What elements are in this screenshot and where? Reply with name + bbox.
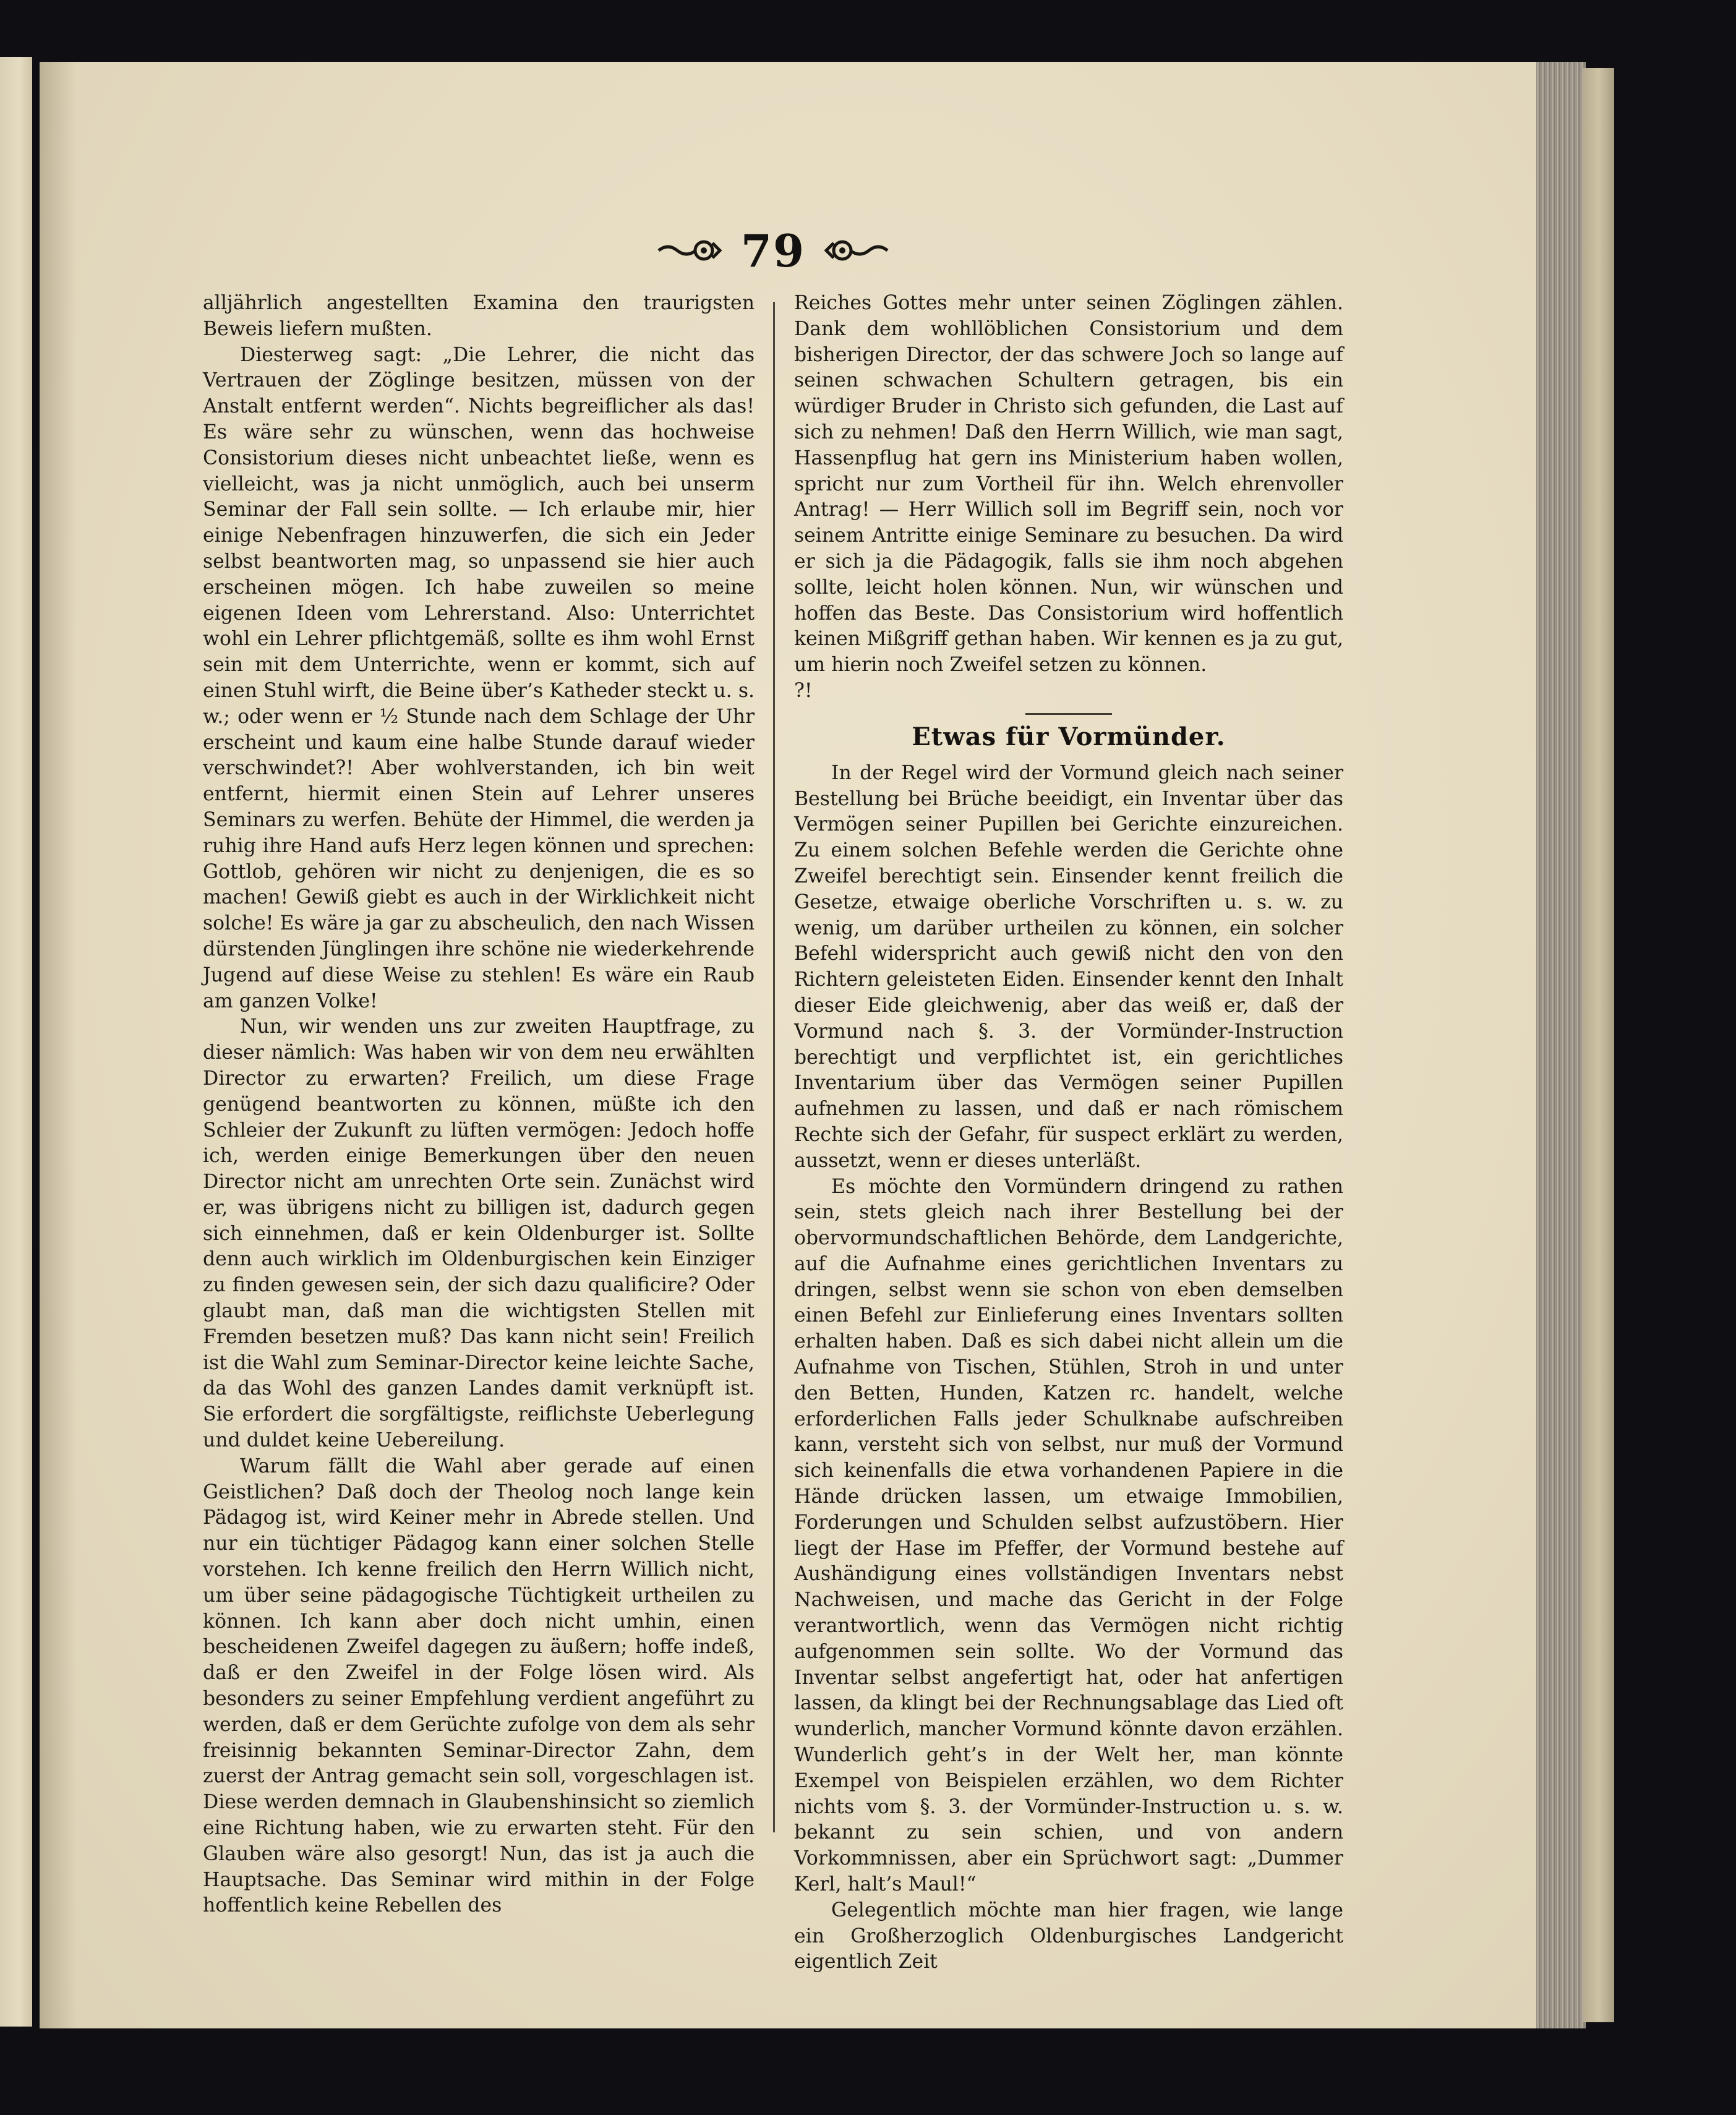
paragraph: Diesterweg sagt: „Die Lehrer, die nicht das Vertrauen der Zöglinge besitzen, müssen von der Anstalt entfernt werden“. Nichts begreiflicher als das! Es wäre sehr zu wünschen, wenn das hochweise Consistorium dieses nicht unbeachtet ließe, wenn es vielleicht, was ja nicht unmöglich, auch bei unserm Seminar der Fall sein sollte. — Ich erlaube mir, hier einige Nebenfragen hinzuwerfen, die sich ein Jeder selbst beantworten mag, so unpassend sie hier auch erscheinen mögen. Ich habe zuweilen so meine eigenen Ideen vom Lehrerstand. Also: Unterrichtet wohl ein Lehrer pflichtgemäß, sollte es ihm wohl Ernst sein mit dem Unterrichte, wenn er kommt, sich auf einen Stuhl wirft, die Beine über’s Katheder steckt u. s. w.; oder wenn er ½ Stunde nach dem Schlage der Uhr erscheint und kaum eine halbe Stunde darauf wieder verschwindet?! Aber wohlverstanden, ich bin weit entfernt, hiermit einen Stein auf Lehrer unseres Seminars zu werfen. Behüte der Himmel, die werden ja ruhig ihre Hand aufs Herz legen können und sprechen: Gottlob, gehören wir nicht zu denjenigen, die es so machen! Gewiß giebt es auch in der Wirklichkeit nicht solche! Es wäre ja gar zu abscheulich, den nach Wissen dürstenden Jünglingen ihre schöne nie wiederkehrende Jugend auf diese Weise zu stehlen! Es wäre ein Raub am ganzen Volke!	[203, 343, 755, 1012]
paragraph: Gelegentlich möchte man hier fragen, wie lange ein Großherzoglich Oldenburgisches Landgericht eigentlich Zeit	[794, 1899, 1343, 1973]
paragraph: alljährlich angestellten Examina den traurigsten Beweis liefern mußten.	[203, 292, 755, 340]
article-title: Etwas für Vormünder.	[912, 722, 1226, 751]
right-column	[794, 291, 1343, 1975]
paragraph: Nun, wir wenden uns zur zweiten Hauptfrage, zu dieser nämlich: Was haben wir von dem neu erwählten Director zu erwarten? Freilich, um diese Frage genügend beantworten zu können, müßte ich den Schleier der Zukunft zu lüften vermögen: Jedoch hoffe ich, werden einige Bemerkungen über den neuen Director nicht am unrechten Orte sein. Zunächst wird er, was übrigens nicht zu billigen ist, dadurch gegen sich einnehmen, daß er kein Oldenburger ist. Sollte denn auch wirklich im Oldenburgischen kein Einziger zu finden gewesen sein, der sich dazu qualificire? Oder glaubt man, daß man die wichtigsten Stellen mit Fremden besetzen muß? Das kann nicht sein! Freilich ist die Wahl zum Seminar-Director keine leichte Sache, da das Wohl des ganzen Landes damit verknüpft ist. Sie erfordert die sorgfältigste, reiflichste Ueberlegung und duldet keine Uebereilung.	[203, 1015, 755, 1452]
left-ornament-icon	[656, 232, 724, 269]
page-number: 79	[740, 224, 806, 277]
gutter-shadow	[40, 62, 77, 2028]
page-header	[637, 223, 909, 278]
section-divider	[1025, 713, 1112, 715]
right-ornament-icon	[823, 232, 891, 269]
paragraph: Warum fällt die Wahl aber gerade auf einen Geistlichen? Daß doch der Theolog noch lange kein Pädagog ist, wird Keiner mehr in Abrede stellen. Und nur ein tüchtiger Pädagog kann einer solchen Stelle vorstehen. Ich kenne freilich den Herrn Willich nicht, um über seine pädagogische Tüchtigkeit urtheilen zu können. Ich kann aber doch nicht umhin, einen bescheidenen Zweifel dagegen zu äußern; hoffe indeß, daß er den Zweifel in der Folge lösen wird. Als besonders zu seiner Empfehlung verdient angeführt zu werden, daß er dem Gerüchte zufolge von dem als sehr freisinnig bekannten Seminar-Director Zahn, dem zuerst der Antrag gemacht sein soll, vorgeschlagen ist. Diese werden demnach in Glaubenshinsicht so ziemlich eine Richtung haben, wie zu erwarten steht. Für den Glauben wäre also gesorgt! Nun, das ist ja auch die Hauptsache. Das Seminar wird mithin in der Folge hoffentlich keine Rebellen des	[203, 1455, 755, 1917]
paragraph: Es möchte den Vormündern dringend zu rathen sein, stets gleich nach ihrer Bestellung bei der obervormundschaftlichen Behörde, dem Landgerichte, auf die Aufnahme eines gerichtlichen Inventars zu dringen, selbst wenn sie schon von eben demselben einen Befehl zur Einlieferung eines Inventars sollten erhalten haben. Daß es sich dabei nicht allein um die Aufnahme von Tischen, Stühlen, Stroh in und unter den Betten, Hunden, Katzen rc. handelt, welche erforderlichen Falls jeder Schulknabe aufschreiben kann, versteht sich von selbst, nur muß der Vormund sich keinenfalls die etwa vorhandenen Papiere in die Hände drücken lassen, um etwaige Immobilien, Forderungen und Schulden selbst aufzustöbern. Hier liegt der Hase im Pfeffer, der Vormund bestehe auf Aushändigung eines vollständigen Inventars nebst Nachweisen, und mache das Gericht in der Folge verantwortlich, wenn das Vermögen nicht richtig aufgenommen sein sollte. Wo der Vormund das Inventar selbst angefertigt hat, oder hat anfertigen lassen, da klingt bei der Rechnungsablage das Lied oft wunderlich, mancher Vormund könnte davon erzählen. Wunderlich geht’s in der Welt her, man könnte Exempel von Beispielen erzählen, wo dem Richter nichts vom §. 3. der Vormünder-Instruction u. s. w. bekannt zu sein schien, und von andern Vorkommnissen, aber ein Sprüchwort sagt: „Dummer Kerl, halt’s Maul!“	[794, 1175, 1343, 1896]
facing-page-edge	[0, 57, 32, 2027]
book-cover-edge	[1583, 68, 1614, 2022]
paragraph: In der Regel wird der Vormund gleich nach seiner Bestellung bei Brüche beeidigt, ein Inventar über das Vermögen seiner Pupillen bei Gerichte einzureichen. Zu einem solchen Befehle werden die Gerichte ohne Zweifel berechtigt sein. Einsender kennt freilich die Gesetze, etwaige oberliche Vorschriften u. s. w. zu wenig, um darüber urtheilen zu können, ein solcher Befehl widerspricht auch gewiß nicht den von den Richtern geleisteten Eiden. Einsender kennt den Inhalt dieser Eide gleichwenig, aber das weiß er, daß der Vormund nach §. 3. der Vormünder-Instruction berechtigt und verpflichtet ist, ein gerichtliches Inventarium über das Vermögen seiner Pupillen aufnehmen zu lassen, und daß er nach römischem Rechte sich der Gefahr, für suspect erklärt zu werden, aussetzt, wenn er dieses unterläßt.	[794, 761, 1343, 1172]
paragraph: Reiches Gottes mehr unter seinen Zöglingen zählen. Dank dem wohllöblichen Consistorium und dem bisherigen Director, der das schwere Joch so lange auf seinen schwachen Schultern getragen, bis ein würdiger Bruder in Christo sich gefunden, die Last auf sich zu nehmen! Daß den Herrn Willich, wie man sagt, Hassenpflug hat gern ins Ministerium haben wollen, spricht nur zum Vortheil für ihn. Welch ehrenvoller Antrag! — Herr Willich soll im Begriff sein, noch vor seinem Antritte einige Seminare zu besuchen. Da wird er sich ja die Pädagogik, falls sie ihm noch abgehen sollte, leicht holen können. Nun, wir wünschen und hoffen das Beste. Das Consistorium wird hoffentlich keinen Mißgriff gethan haben. Wir kennen es ja zu gut, um hierin noch Zweifel setzen zu können.	[794, 292, 1343, 677]
sign-off: ?!	[794, 679, 813, 702]
page-stack-edges	[1536, 62, 1586, 2028]
column-divider	[773, 302, 775, 1832]
left-column	[203, 291, 755, 1919]
